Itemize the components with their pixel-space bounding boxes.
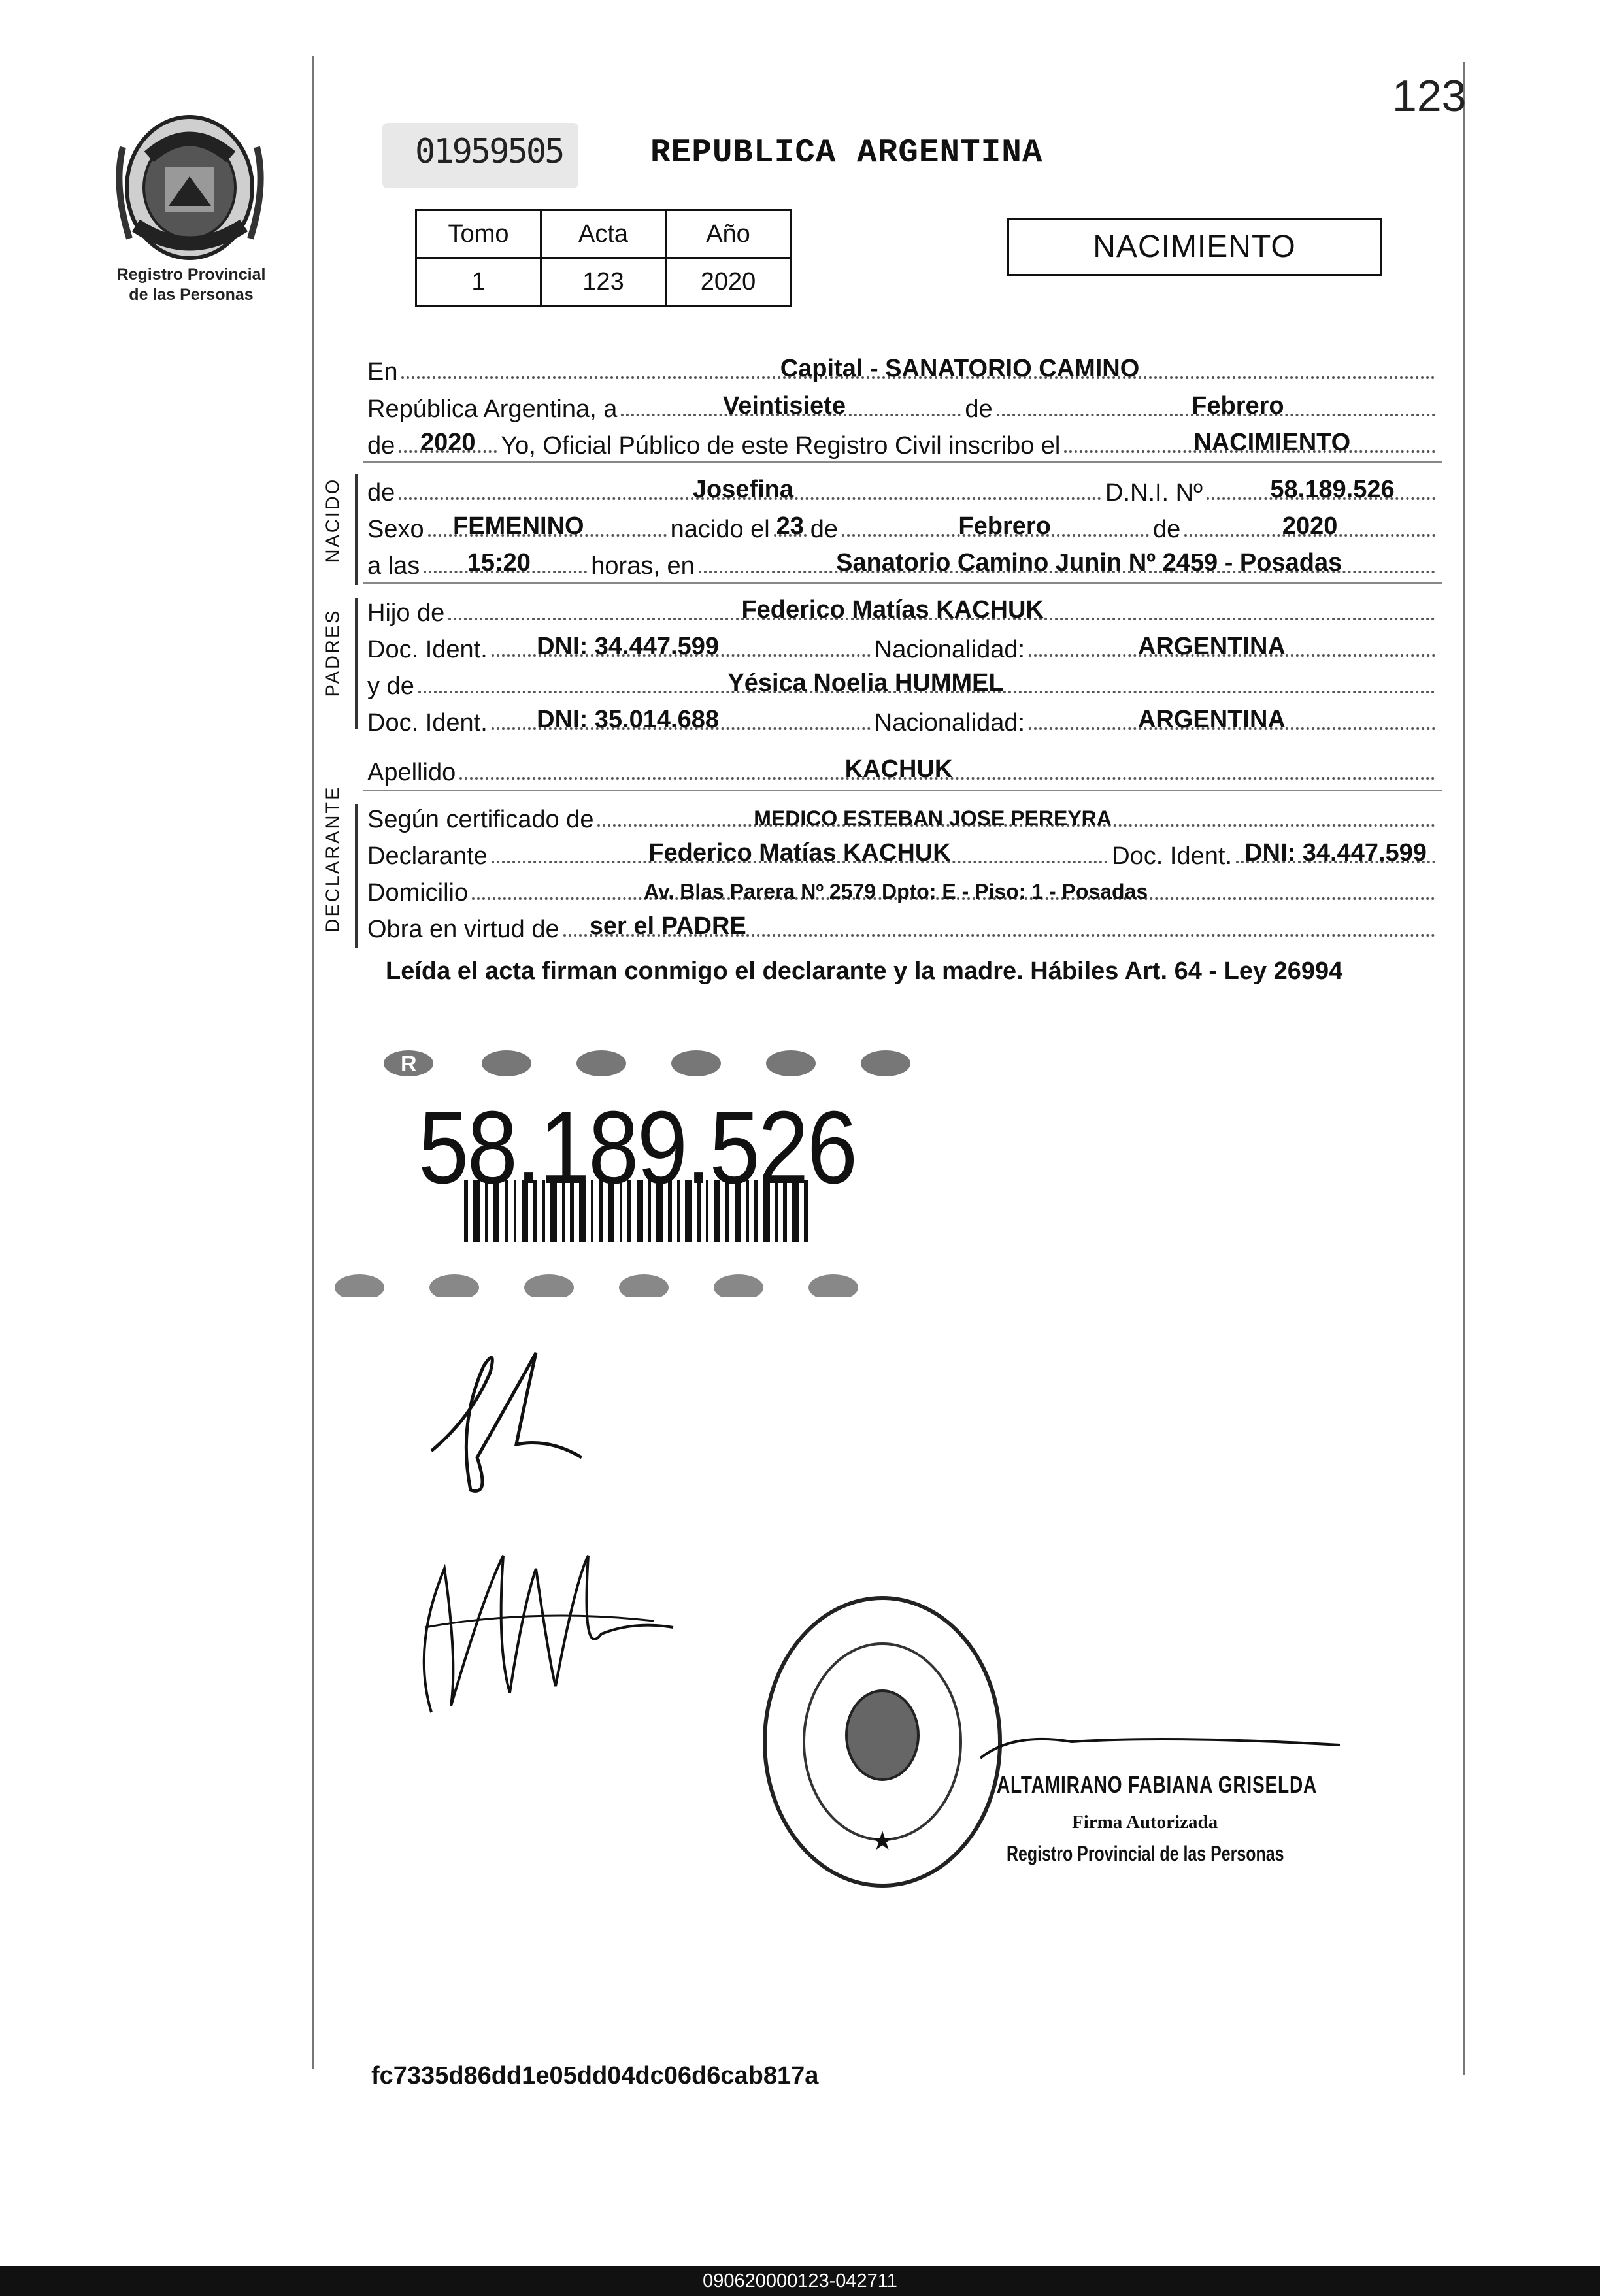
declarant-doc: DNI: 34.447.599 (1244, 839, 1427, 867)
page-number: 123 (1392, 71, 1467, 121)
mother-doc: DNI: 35.014.688 (537, 706, 719, 733)
mother-signature (405, 1529, 680, 1725)
declarant-line (367, 834, 1439, 871)
birth-day: 23 (776, 512, 804, 540)
father-name: Federico Matías KACHUK (741, 596, 1044, 624)
cert-label: Según certificado de (367, 806, 594, 833)
mother-line (367, 664, 1439, 701)
day-value: Veintisiete (722, 392, 846, 420)
de-month-label: de (810, 516, 839, 543)
child-name: Josefina (692, 476, 793, 503)
address-line (367, 871, 1439, 907)
de-label: de (965, 395, 993, 423)
en-label: En (367, 358, 398, 386)
issuer-line1: Registro Provincial (116, 265, 266, 284)
closing-note: Leída el acta firman conmigo el declarante y la madre. Hábiles Art. 64 - Ley 26994 (386, 957, 1343, 985)
mother-doc-line (367, 701, 1439, 737)
place-value: Capital - SANATORIO CAMINO (780, 355, 1140, 382)
time-line (367, 544, 1439, 580)
birth-month: Febrero (958, 512, 1051, 540)
issuer-name (98, 265, 284, 305)
padres-bracket (355, 598, 358, 729)
obra-label: Obra en virtud de (367, 916, 559, 943)
padres-section-label: PADRES (322, 608, 344, 697)
declarante-section-label: DECLARANTE (322, 785, 344, 933)
serial-number: 01959505 (382, 123, 578, 188)
nacido-label: nacido el (670, 516, 770, 543)
mother-name: Yésica Noelia HUMMEL (727, 669, 1004, 697)
sexo-value: FEMENINO (453, 512, 584, 540)
registry-value-tomo: 1 (416, 258, 541, 306)
divider (363, 582, 1442, 584)
declarant-doc-label: Doc. Ident. (1112, 842, 1232, 870)
divider (363, 790, 1442, 791)
father-nationality: ARGENTINA (1137, 633, 1286, 660)
sticker-dni-number: 58.189.526 (418, 1090, 856, 1205)
year-value: 2020 (420, 429, 476, 456)
hijo-label: Hijo de (367, 599, 445, 627)
yde-label: y de (367, 673, 414, 700)
right-margin-line (1463, 62, 1465, 2075)
horas-label: horas, en (591, 552, 695, 580)
registry-header-anio: Año (666, 210, 791, 258)
declarante-bracket (355, 804, 358, 948)
birth-place: Sanatorio Camino Junin Nº 2459 - Posadas (836, 549, 1342, 576)
nacido-section-label: NACIDO (322, 477, 344, 563)
declarante-label: Declarante (367, 842, 488, 870)
authority-role: Firma Autorizada (1072, 1812, 1218, 1833)
surname-value: KACHUK (844, 756, 953, 783)
mother-nat-label: Nacionalidad: (874, 709, 1025, 737)
authority-signature (974, 1732, 1353, 1765)
obra-value: ser el PADRE (589, 912, 746, 940)
divider (363, 461, 1442, 463)
nacido-bracket (355, 474, 358, 585)
sex-line (367, 507, 1439, 544)
inscribed-value: NACIMIENTO (1193, 429, 1351, 456)
place-line (367, 350, 1439, 386)
year-line (367, 424, 1439, 460)
month-value: Febrero (1192, 392, 1284, 420)
registry-value-acta: 123 (541, 258, 666, 306)
obra-line (367, 907, 1439, 944)
document-hash: fc7335d86dd1e05dd04dc06d6cab817a (371, 2062, 819, 2089)
address-value: Av. Blas Parera Nº 2579 Dpto: E - Piso: 1 - Posadas (644, 880, 1148, 903)
father-line (367, 591, 1439, 627)
svg-text:★: ★ (871, 1827, 894, 1855)
issuer-line2: de las Personas (129, 286, 254, 304)
de-name-label: de (367, 479, 395, 507)
father-doc-line (367, 627, 1439, 664)
document-title: REPUBLICA ARGENTINA (650, 135, 1043, 172)
misiones-seal-logo (110, 108, 270, 265)
mother-nationality: ARGENTINA (1137, 706, 1286, 733)
domicilio-label: Domicilio (367, 879, 469, 907)
authority-name: ALTAMIRANO FABIANA GRISELDA (997, 1771, 1318, 1798)
sexo-label: Sexo (367, 516, 424, 543)
republica-label: República Argentina, a (367, 395, 618, 423)
left-margin-line (312, 56, 314, 2069)
cert-line (367, 797, 1439, 834)
registry-table (415, 209, 792, 307)
mother-doc-label: Doc. Ident. (367, 709, 488, 737)
registry-header-tomo: Tomo (416, 210, 541, 258)
registry-header-acta: Acta (541, 210, 666, 258)
sticker-r-text: R (401, 1052, 417, 1076)
authority-org: Registro Provincial de las Personas (1007, 1842, 1284, 1865)
declarant-signature (418, 1333, 608, 1503)
dni-label: D.N.I. Nº (1105, 479, 1203, 507)
father-nat-label: Nacionalidad: (874, 636, 1025, 663)
name-line (367, 471, 1439, 507)
child-dni: 58.189.526 (1270, 476, 1395, 503)
declarant-name: Federico Matías KACHUK (648, 839, 951, 867)
footer-code: 090620000123-042711 (0, 2266, 1600, 2296)
father-doc-label: Doc. Ident. (367, 636, 488, 663)
father-doc: DNI: 34.447.599 (537, 633, 719, 660)
birth-time: 15:20 (467, 549, 531, 576)
birth-year: 2020 (1282, 512, 1338, 540)
cert-value: MEDICO ESTEBAN JOSE PEREYRA (754, 807, 1112, 830)
date-line (367, 387, 1439, 424)
de-year-label: de (1153, 516, 1181, 543)
record-type-box: NACIMIENTO (1007, 218, 1382, 276)
yo-text: Yo, Oficial Público de este Registro Civil inscribo el (501, 432, 1061, 459)
registry-value-anio: 2020 (666, 258, 791, 306)
surname-line (367, 750, 1439, 787)
de-label-2: de (367, 432, 395, 459)
apellido-label: Apellido (367, 759, 456, 786)
alas-label: a las (367, 552, 420, 580)
